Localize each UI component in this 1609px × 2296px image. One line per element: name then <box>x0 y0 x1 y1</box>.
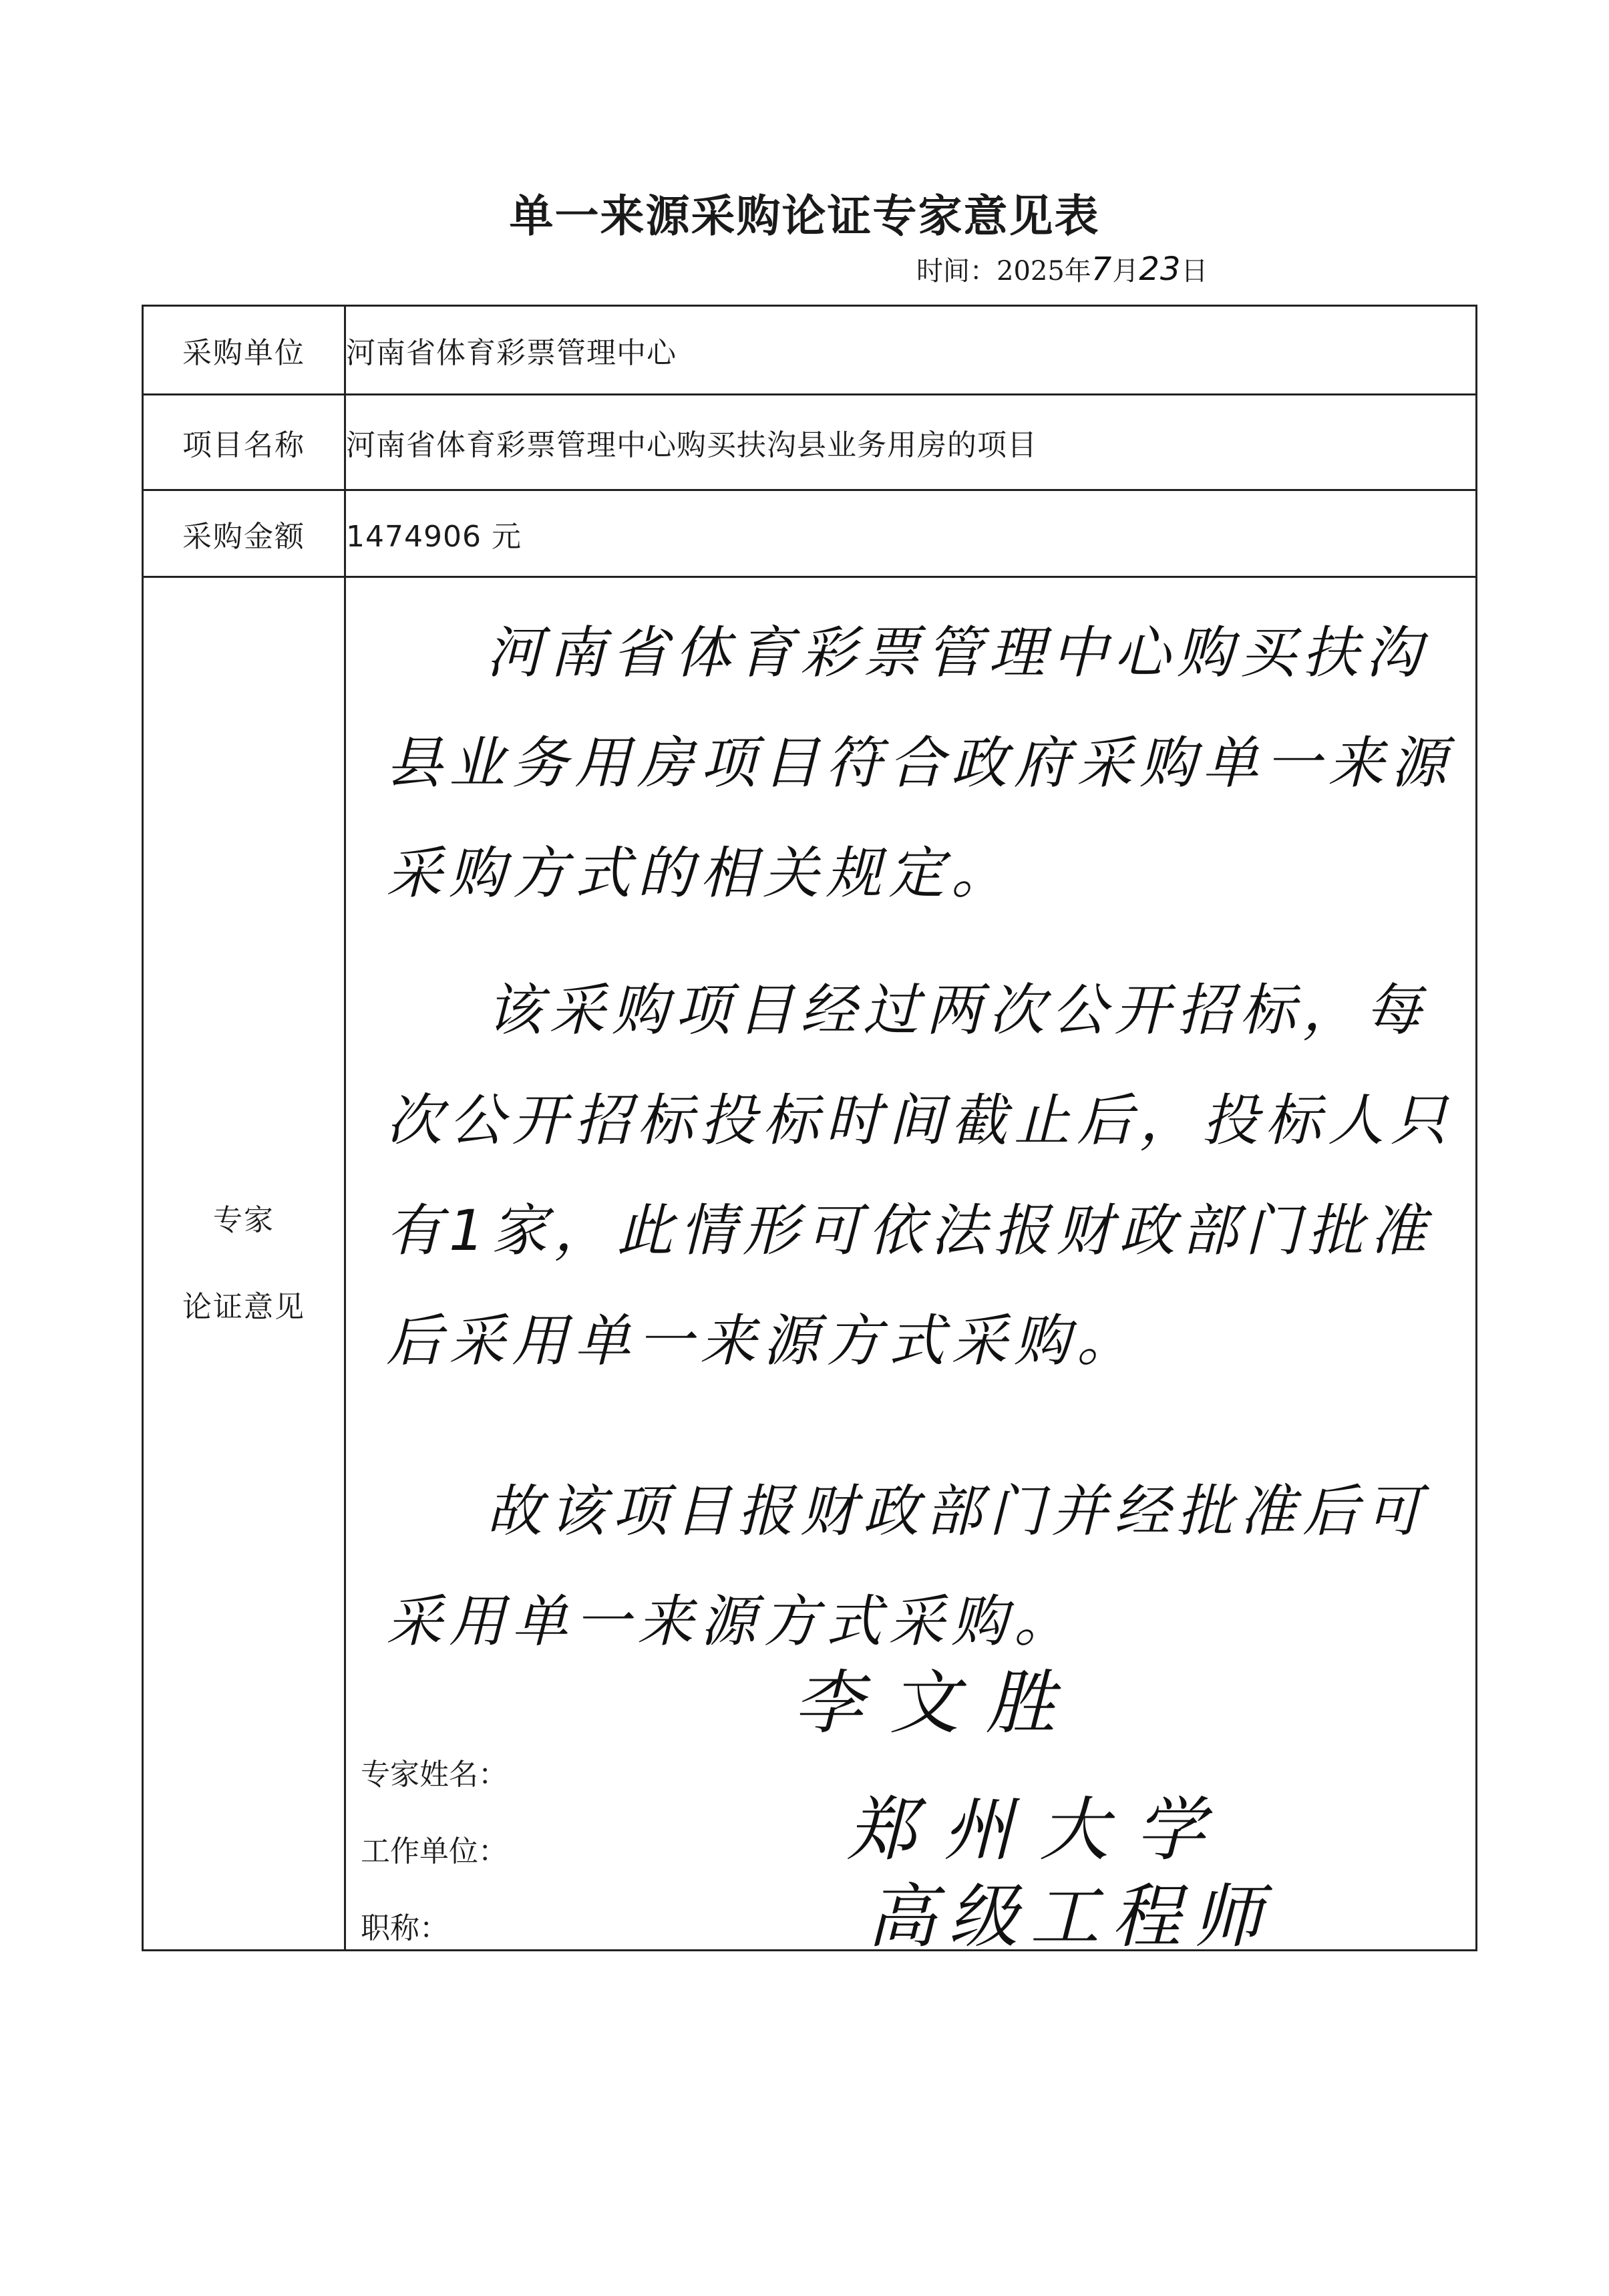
row-procurement-unit <box>143 306 1477 395</box>
opinion-paragraph-2: 该采购项目经过两次公开招标，每次公开招标投标时间截止后，投标人只有1家，此情形可依法报财政部门批准后采用单一来源方式采购。 <box>386 977 1454 1373</box>
handwritten-opinion <box>386 598 1481 1677</box>
project-name-label: 项目名称 <box>143 395 345 490</box>
title-handwritten: 高级工程师 <box>867 1876 1275 1957</box>
expert-name-label: 专家姓名： <box>361 1758 508 1792</box>
date-label: 时间： <box>916 256 997 287</box>
work-unit-label: 工作单位： <box>361 1834 508 1868</box>
work-unit-handwritten: 郑州大学 <box>847 1789 1232 1870</box>
procurement-amount-value: 1474906 元 <box>345 490 1477 577</box>
row-procurement-amount <box>143 490 1477 577</box>
date-line <box>916 250 1208 288</box>
row-project-name <box>143 395 1477 490</box>
expert-opinion-label-line1: 专家 <box>213 1202 275 1237</box>
procurement-amount-label: 采购金额 <box>143 490 345 577</box>
procurement-unit-label: 采购单位 <box>143 306 345 395</box>
expert-name-handwritten: 李文胜 <box>793 1662 1083 1744</box>
opinion-paragraph-1: 河南省体育彩票管理中心购买扶沟县业务用房项目符合政府采购单一来源采购方式的相关规定。 <box>386 620 1454 906</box>
row-expert-opinion <box>143 577 1477 1951</box>
date-day-handwritten: 23 <box>1139 251 1182 288</box>
title-label: 职称： <box>361 1911 449 1945</box>
expert-opinion-label <box>143 577 345 1951</box>
date-day-suffix: 日 <box>1181 256 1208 287</box>
date-year: 2025 <box>997 256 1065 287</box>
date-year-suffix: 年 <box>1064 256 1091 287</box>
date-month-handwritten: 7 <box>1091 251 1113 288</box>
expert-opinion-label-line2: 论证意见 <box>182 1289 305 1324</box>
project-name-value: 河南省体育彩票管理中心购买扶沟县业务用房的项目 <box>345 395 1477 490</box>
opinion-paragraph-3: 故该项目报财政部门并经批准后可采用单一来源方式采购。 <box>386 1478 1429 1654</box>
date-month-suffix: 月 <box>1112 256 1139 287</box>
expert-opinion-cell <box>345 577 1477 1957</box>
opinion-form-table <box>142 305 1477 1957</box>
document-title: 单一来源采购论证专家意见表 <box>509 190 1100 242</box>
procurement-unit-value: 河南省体育彩票管理中心 <box>345 306 1477 395</box>
